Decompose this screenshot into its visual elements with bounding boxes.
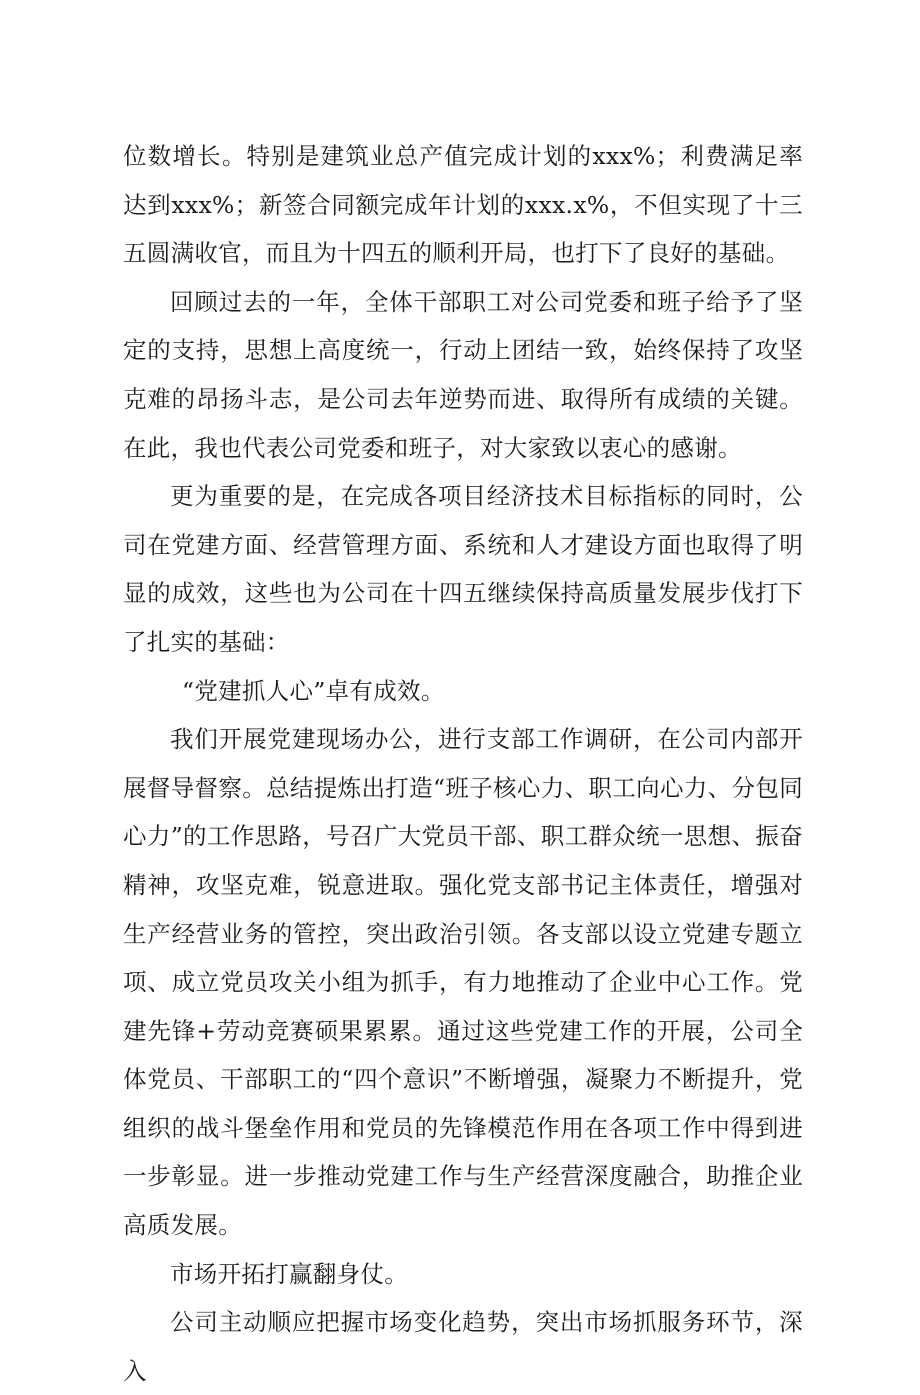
section-heading-party-building: “党建抓人心”卓有成效。	[182, 676, 445, 705]
paragraph-party-building: 我们开展党建现场办公，进行支部工作调研，在公司内部开展督导督察。总结提炼出打造“班子核心力、职工向心力、分包同心力”的工作思路，号召广大党员干部、职工群众统一思想、振奋精神，攻坚克难，锐意进取。强化党支部书记主体责任，增强对生产经营业务的管控，突出政治引领。各支部以设立党建专题立项、成立党员攻关小组为抓手，有力地推动了企业中心工作。党建先锋+劳动竞赛硕果累累。通过这些党建工作的开展，公司全体党员、干部职工的“四个意识”不断增强，凝聚力不断提升，党组织的战斗堡垒作用和党员的先锋模范作用在各项工作中得到进一步彰显。进一步推动党建工作与生产经营深度融合，助推企业高质发展。	[123, 725, 803, 1240]
paragraph-more-important: 更为重要的是，在完成各项目经济技术目标指标的同时，公司在党建方面、经营管理方面、系统和人才建设方面也取得了明显的成效，这些也为公司在十四五继续保持高质量发展步伐打下了扎实的基础：	[123, 482, 803, 656]
paragraph-review-past-year: 回顾过去的一年，全体干部职工对公司党委和班子给予了坚定的支持，思想上高度统一，行动上团结一致，始终保持了攻坚克难的昂扬斗志，是公司去年逆势而进、取得所有成绩的关键。在此，我也代表公司党委和班子，对大家致以衷心的感谢。	[123, 287, 803, 462]
document-body	[123, 132, 803, 1395]
paragraph-market-expansion: 公司主动顺应把握市场变化趋势，突出市场抓服务环节，深入	[123, 1308, 803, 1385]
section-heading-market-expansion: 市场开拓打赢翻身仗。	[170, 1259, 408, 1288]
paragraph-results-continuation: 位数增长。特别是建筑业总产值完成计划的xxx%；利费满足率达到xxx%；新签合同额完成年计划的xxx.x%，不但实现了十三五圆满收官，而且为十四五的顺利开局，也打下了良好的基础。	[123, 142, 803, 268]
